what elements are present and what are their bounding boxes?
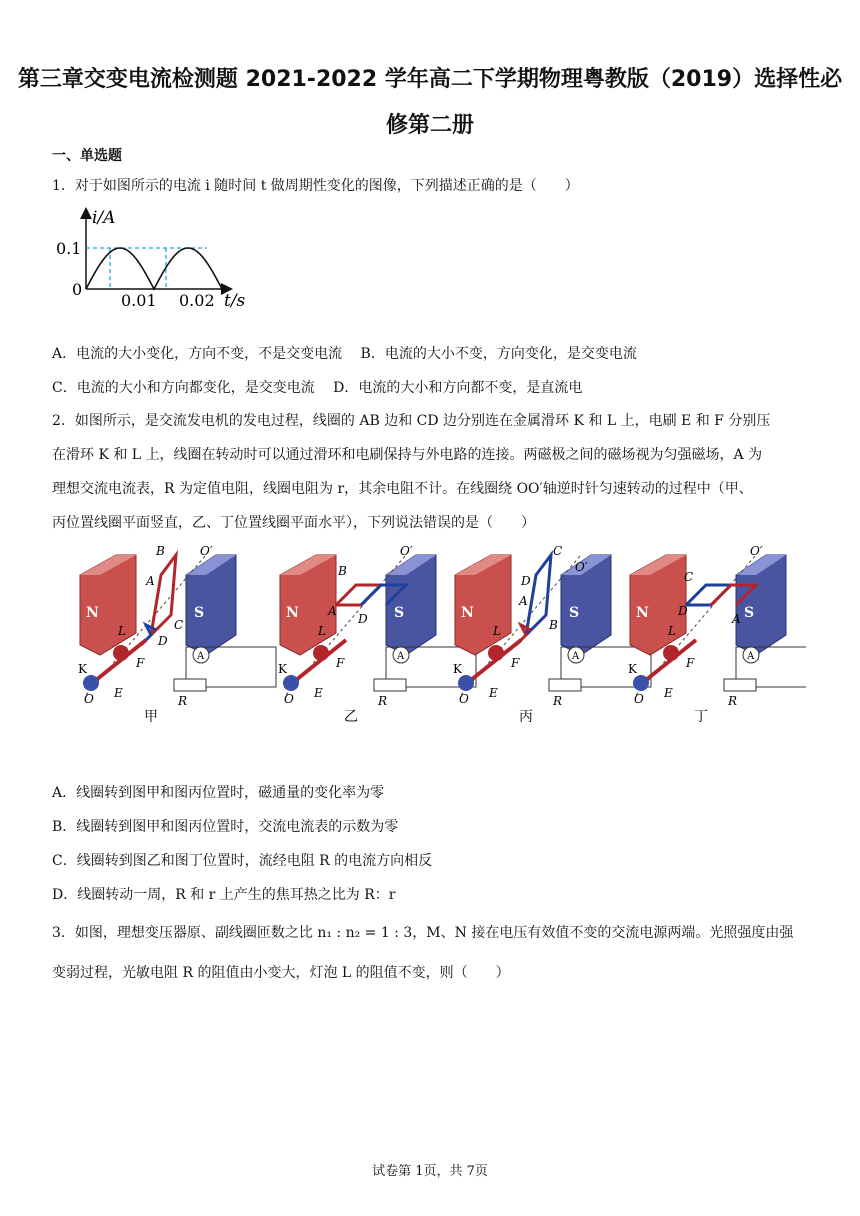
doc-title-line2: 修第二册 <box>385 113 474 138</box>
svg-text:C: C <box>553 545 563 558</box>
svg-text:B: B <box>338 564 347 578</box>
section-heading: 一、单选题 <box>52 148 122 164</box>
svg-text:A: A <box>747 651 755 662</box>
figure-label-ding: 丁 <box>694 709 708 725</box>
doc-title-line1: 第三章交变电流检测题 2021-2022 学年高二下学期物理粤教版（2019）选择性必 <box>17 67 843 92</box>
svg-text:R: R <box>378 694 388 708</box>
q1-options-row2: C．电流的大小和方向都变化，是交变电流 D．电流的大小和方向都不变，是直流电 <box>52 380 583 396</box>
page-footer: 试卷第 1页，共 7页 <box>372 1164 488 1179</box>
y-axis-label: i/A <box>92 208 116 228</box>
generator-panel-bing <box>453 545 651 725</box>
svg-text:F: F <box>686 656 695 670</box>
svg-text:N: N <box>636 605 649 621</box>
svg-text:S: S <box>744 605 755 621</box>
svg-text:R: R <box>178 694 188 708</box>
svg-text:L: L <box>318 624 326 638</box>
svg-text:B: B <box>549 618 558 632</box>
svg-text:D: D <box>358 612 368 626</box>
svg-text:A: A <box>146 574 155 588</box>
svg-text:O′: O′ <box>750 545 763 558</box>
svg-text:K: K <box>628 662 637 676</box>
q2-option-a: A．线圈转到图甲和图丙位置时，磁通量的变化率为零 <box>52 785 385 801</box>
svg-text:S: S <box>569 605 580 621</box>
svg-text:L: L <box>118 624 126 638</box>
q3-line1: 3．如图，理想变压器原、副线圈匝数之比 n₁ : n₂ = 1 : 3，M、N 接在电压有效值不变的交流电源两端。光照强度由强 <box>52 925 794 941</box>
svg-text:O′: O′ <box>575 560 588 574</box>
svg-text:B: B <box>156 545 165 558</box>
q2-line2: 在滑环 K 和 L 上，线圈在转动时可以通过滑环和电刷保持与外电路的连接。两磁极之间的磁场视为匀强磁场，A 为 <box>52 447 763 463</box>
svg-text:R: R <box>553 694 563 708</box>
svg-text:A: A <box>328 604 337 618</box>
svg-text:S: S <box>394 605 405 621</box>
generator-panel-ding <box>628 545 806 725</box>
svg-text:O: O <box>84 692 94 706</box>
svg-text:K: K <box>278 662 287 676</box>
svg-text:A: A <box>732 612 741 626</box>
svg-text:F: F <box>136 656 145 670</box>
svg-text:E: E <box>489 686 498 700</box>
generator-panel-yi <box>278 545 476 725</box>
q1-chart <box>52 205 272 315</box>
q2-line4: 丙位置线圈平面竖直，乙、丁位置线圈平面水平），下列说法错误的是（ ） <box>52 515 535 531</box>
svg-text:N: N <box>86 605 99 621</box>
svg-text:C: C <box>684 570 694 584</box>
figure-label-yi: 乙 <box>344 709 358 725</box>
svg-text:E: E <box>664 686 673 700</box>
svg-text:A: A <box>572 651 580 662</box>
origin-label: 0 <box>72 280 83 299</box>
y-tick-label: 0.1 <box>56 239 82 258</box>
svg-text:O: O <box>284 692 294 706</box>
q1-stem: 1．对于如图所示的电流 i 随时间 t 做周期性变化的图像，下列描述正确的是（ ） <box>52 178 579 194</box>
svg-text:D: D <box>158 634 168 648</box>
q1-options-row1: A．电流的大小变化，方向不变，不是交变电流 B．电流的大小不变，方向变化，是交变电流 <box>52 346 637 362</box>
q2-option-c: C．线圈转到图乙和图丁位置时，流经电阻 R 的电流方向相反 <box>52 853 433 869</box>
svg-text:O: O <box>634 692 644 706</box>
x-tick-label-2: 0.02 <box>179 291 215 310</box>
generator-panel-jia <box>78 545 276 725</box>
svg-text:O′: O′ <box>200 545 213 558</box>
svg-text:A: A <box>519 594 528 608</box>
svg-text:D: D <box>521 574 531 588</box>
svg-text:N: N <box>461 605 474 621</box>
svg-text:L: L <box>668 624 676 638</box>
svg-text:F: F <box>511 656 520 670</box>
x-tick-label-1: 0.01 <box>121 291 157 310</box>
svg-text:O: O <box>459 692 469 706</box>
q3-line2: 变弱过程，光敏电阻 R 的阻值由小变大，灯泡 L 的阻值不变，则（ ） <box>52 965 510 981</box>
svg-text:N: N <box>286 605 299 621</box>
figure-label-bing: 丙 <box>519 709 533 725</box>
svg-text:R: R <box>728 694 738 708</box>
x-axis-label: t/s <box>224 291 246 311</box>
svg-text:C: C <box>174 618 184 632</box>
q2-line3: 理想交流电流表，R 为定值电阻，线圈电阻为 r，其余电阻不计。在线圈绕 OO′轴逆时针匀速转动的过程中（甲、 <box>52 481 753 497</box>
svg-text:S: S <box>194 605 205 621</box>
series-line <box>86 248 222 289</box>
generator-figures <box>66 545 806 730</box>
svg-text:D: D <box>678 604 688 618</box>
q2-option-d: D．线圈转动一周，R 和 r 上产生的焦耳热之比为 R：r <box>52 887 396 903</box>
q2-option-b: B．线圈转到图甲和图丙位置时，交流电流表的示数为零 <box>52 819 399 835</box>
svg-text:A: A <box>397 651 405 662</box>
svg-text:E: E <box>114 686 123 700</box>
svg-text:O′: O′ <box>400 545 413 558</box>
figure-label-jia: 甲 <box>144 709 158 725</box>
svg-text:K: K <box>78 662 87 676</box>
svg-text:E: E <box>314 686 323 700</box>
svg-text:L: L <box>493 624 501 638</box>
svg-text:A: A <box>197 651 205 662</box>
svg-text:K: K <box>453 662 462 676</box>
svg-text:F: F <box>336 656 345 670</box>
q2-line1: 2．如图所示，是交流发电机的发电过程，线圈的 AB 边和 CD 边分别连在金属滑环 K 和 L 上，电刷 E 和 F 分别压 <box>52 413 771 429</box>
